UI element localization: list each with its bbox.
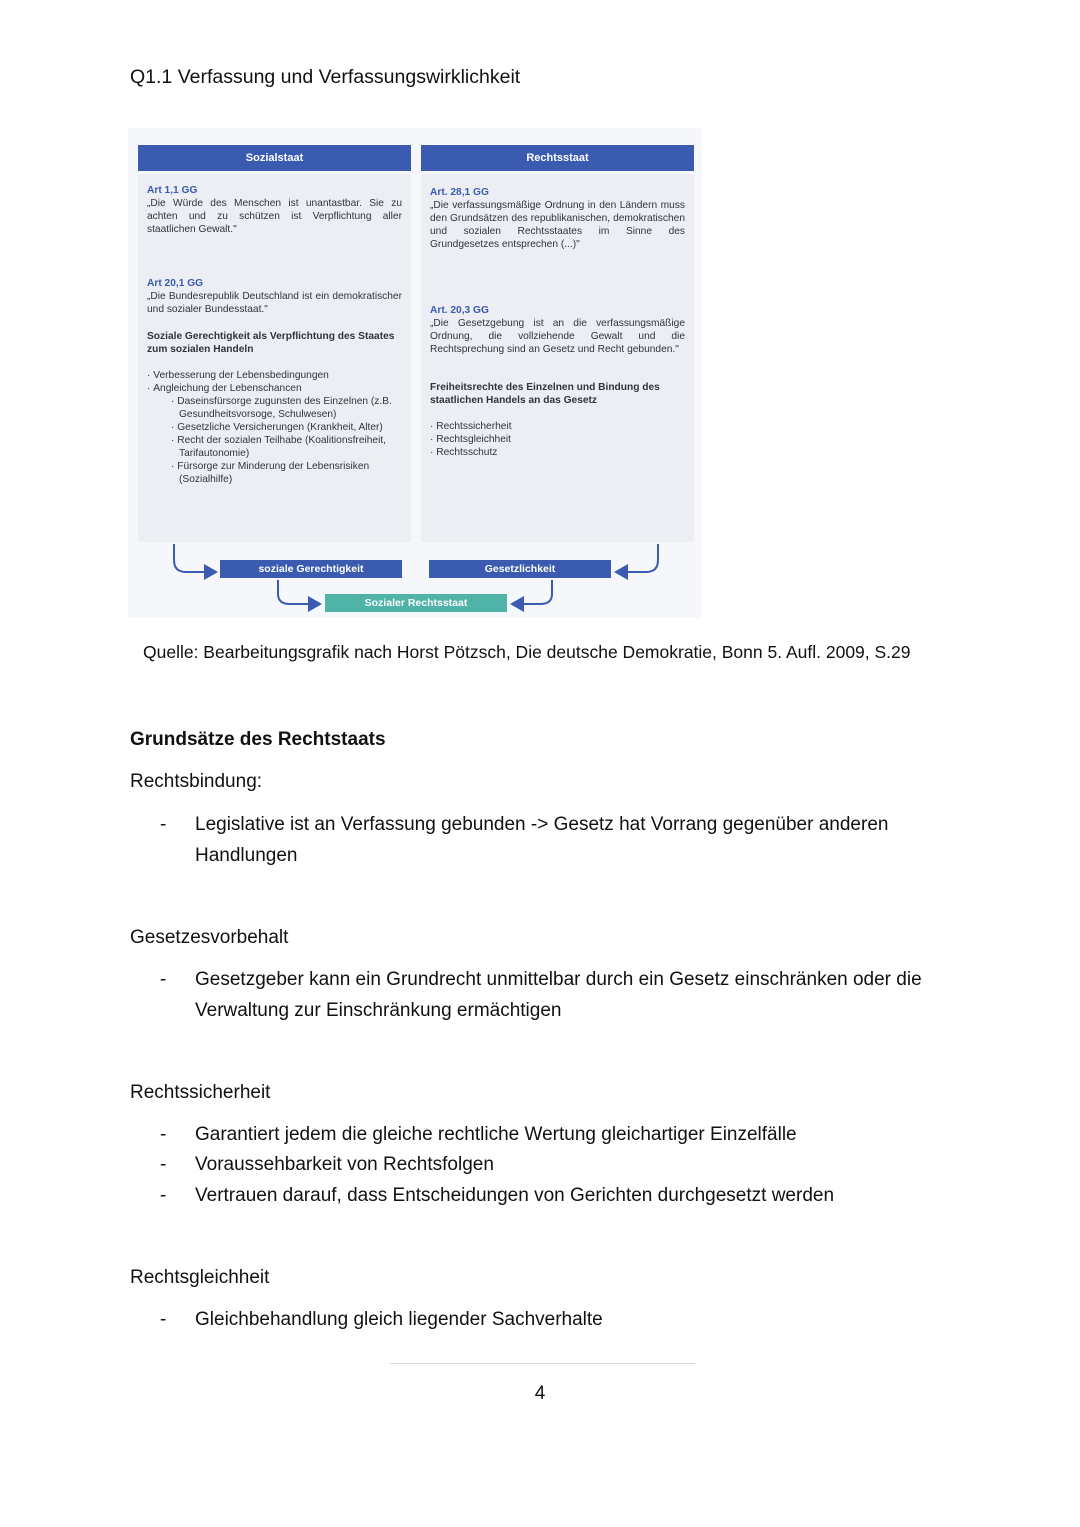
- sozialstaat-art2-text: „Die Bundesrepublik Deutschland ist ein demokratischer und sozialer Bundesstaat.": [147, 291, 402, 315]
- bullet-marker: -: [160, 1124, 167, 1145]
- bullet-text: Garantiert jedem die gleiche rechtliche Wertung gleichartiger Einzelfälle: [195, 1124, 797, 1145]
- rechtsstaat-principle: Freiheitsrechte des Einzelnen und Bindung des staatlichen Handels an das Gesetz: [430, 382, 660, 406]
- sozialstaat-header: Sozialstaat: [138, 145, 411, 171]
- subheading-rechtsbindung: Rechtsbindung:: [130, 771, 263, 792]
- bullet-text: Legislative ist an Verfassung gebunden -> Gesetz hat Vorrang gegenüber anderen Handlungen: [195, 814, 889, 866]
- rechtsstaat-art1-text: „Die verfassungsmäßige Ordnung in den Ländern muss den Grundsätzen des republikanischen, demokratischen und sozialen Rechtsstaates im Sinne des Grundgesetzes entsprechen (...)": [430, 200, 685, 250]
- arrow-bottom-right-icon: [512, 580, 552, 604]
- bullet-text: Voraussehbarkeit von Rechtsfolgen: [195, 1154, 494, 1175]
- source-citation: Quelle: Bearbeitungsgrafik nach Horst Pötzsch, Die deutsche Demokratie, Bonn 5. Aufl. 2009, S.29: [143, 642, 911, 662]
- rechtsstaat-art1-label: Art. 28,1 GG: [430, 187, 489, 198]
- bullet-marker: -: [160, 814, 167, 835]
- sozialstaat-art2-label: Art 20,1 GG: [147, 278, 204, 289]
- sozialstaat-art1-text: „Die Würde des Menschen ist unantastbar. Sie zu achten und zu schützen ist Verpflichtung aller staatlichen Gewalt.": [147, 198, 402, 235]
- list-item: · Rechtsschutz: [430, 446, 685, 459]
- list-item: [160, 964, 935, 1026]
- bullet-marker: -: [160, 1309, 167, 1330]
- rechtsstaat-art2-text: „Die Gesetzgebung ist an die verfassungsmäßige Ordnung, die vollziehende Gewalt und die Rechtsprechung sind an Gesetz und Recht gebunden.": [430, 318, 685, 355]
- list-item: · Fürsorge zur Minderung der Lebensrisiken (Sozialhilfe): [171, 460, 402, 486]
- subheading-rechtssicherheit: Rechtssicherheit: [130, 1082, 271, 1103]
- list-item: · Daseinsfürsorge zugunsten des Einzelnen (z.B. Gesundheitsvorsoge, Schulwesen): [171, 395, 402, 421]
- list-item: · Verbesserung der Lebensbedingungen: [147, 369, 402, 382]
- sozialstaat-principle: Soziale Gerechtigkeit als Verpflichtung des Staates zum sozialen Handeln: [147, 331, 395, 355]
- section-heading: Grundsätze des Rechtstaats: [130, 729, 386, 750]
- gesetzlichkeit-box: Gesetzlichkeit: [429, 560, 611, 578]
- list-item: · Recht der sozialen Teilhabe (Koalitionsfreiheit, Tarifautonomie): [171, 434, 402, 460]
- bullet-text: Vertrauen darauf, dass Entscheidungen von Gerichten durchgesetzt werden: [195, 1185, 835, 1206]
- list-item: · Angleichung der Lebenschancen: [147, 382, 402, 395]
- arrow-right-icon: [616, 544, 658, 572]
- rechtsstaat-art2-label: Art. 20,3 GG: [430, 305, 489, 316]
- list-item: · Rechtsgleichheit: [430, 433, 685, 446]
- connector-arrows: [128, 128, 702, 618]
- list-item: [160, 809, 935, 871]
- diagram-sozialer-rechtsstaat: [128, 128, 702, 618]
- footer-divider: [390, 1363, 695, 1364]
- bullet-text: Gleichbehandlung gleich liegender Sachverhalte: [195, 1309, 603, 1330]
- subheading-rechtsgleichheit: Rechtsgleichheit: [130, 1267, 270, 1288]
- sozialstaat-art1-label: Art 1,1 GG: [147, 185, 198, 196]
- list-item: [160, 1304, 935, 1335]
- bullet-marker: -: [160, 1154, 167, 1175]
- list-item: · Gesetzliche Versicherungen (Krankheit, Alter): [171, 421, 402, 434]
- sozialer-rechtsstaat-box: Sozialer Rechtsstaat: [325, 594, 507, 612]
- list-item: · Rechtssicherheit: [430, 420, 685, 433]
- bullet-marker: -: [160, 969, 167, 990]
- list-item: [160, 1119, 935, 1150]
- rechtsstaat-header: Rechtsstaat: [421, 145, 694, 171]
- list-item: [160, 1180, 935, 1211]
- arrow-bottom-left-icon: [278, 580, 320, 604]
- list-item: [160, 1149, 935, 1180]
- subheading-gesetzesvorbehalt: Gesetzesvorbehalt: [130, 927, 289, 948]
- bullet-text: Gesetzgeber kann ein Grundrecht unmittelbar durch ein Gesetz einschränken oder die Verwaltung zur Einschränkung ermächtigen: [195, 969, 922, 1021]
- soziale-gerechtigkeit-box: soziale Gerechtigkeit: [220, 560, 402, 578]
- arrow-left-icon: [174, 544, 216, 572]
- bullet-marker: -: [160, 1185, 167, 1206]
- page-number: 4: [534, 1383, 546, 1404]
- page-title: Q1.1 Verfassung und Verfassungswirklichkeit: [130, 66, 521, 88]
